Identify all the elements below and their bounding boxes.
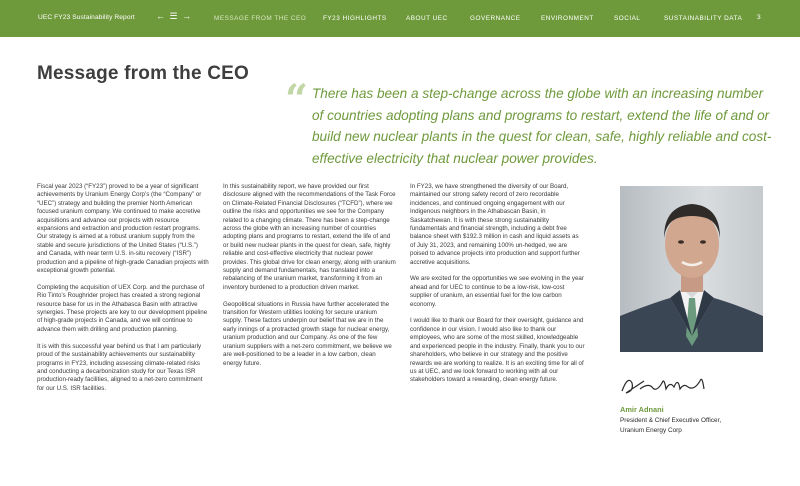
paragraph: Fiscal year 2023 (“FY23”) proved to be a year of significant achievements by Uranium Energy Corp’s (the “Company” or “UEC”) strategy and building the premier North American focused uranium company. We continued to make accretive acquisitions and advance our projects with resource expansions and extraction and production restart programs. Our strategy is aimed at a robust uranium supply from the stable and secure jurisdictions of the United States (“U.S.”) and Canada, with near term U.S. in-situ recovery (“ISR”) production and a pipeline of high-grade Canadian projects with exceptional growth potential. (37, 183, 209, 275)
top-navigation-bar (0, 0, 800, 37)
portrait-illustration (620, 186, 763, 352)
page-nav-arrows[interactable]: ← ☰ → (156, 11, 193, 21)
paragraph: We are excited for the opportunities we see evolving in the year ahead and for UEC to continue to be a low-risk, low-cost supplier of uranium, an essential fuel for the low carbon economy. (410, 275, 584, 308)
paragraph: Completing the acquisition of UEX Corp. and the purchase of Rio Tinto’s Roughrider project has created a strong regional resource base for us in the Athabasca Basin with attractive synergies. These projects are key to our development pipeline of high-grade projects in Canada, and we will continue to advance them with drilling and production planning. (37, 283, 208, 333)
nav-social[interactable]: SOCIAL (614, 15, 641, 22)
nav-message-from-ceo[interactable]: MESSAGE FROM THE CEO (214, 15, 307, 22)
ceo-company-line: Uranium Energy Corp (620, 426, 682, 434)
text-column-2 (223, 183, 396, 376)
ceo-signature (618, 371, 728, 399)
nav-about-uec[interactable]: ABOUT UEC (406, 15, 448, 22)
text-column-1 (37, 183, 209, 402)
ceo-title-line: President & Chief Executive Officer, (620, 417, 722, 424)
nav-fy23-highlights[interactable]: FY23 HIGHLIGHTS (323, 15, 387, 22)
paragraph: In FY23, we have strengthened the diversity of our Board, maintained our strong safety record of zero recordable incidences, and continued ongoing engagement with our Indigenous neighbors in the Athabascan Basin, in Saskatchewan. It is with these strong sustainability fundamentals and financial strength, including a debt free balance sheet with $192.3 million in cash and liquid assets as of July 31, 2023, and remaining 100% un-hedged, we are poised to advance projects into production and support further accretive acquisitions. (410, 183, 580, 266)
page-number: 3 (757, 14, 761, 21)
paragraph: It is with this successful year behind us that I am particularly proud of the sustainability achievements our sustainability programs in FY23, including assessing climate-related risks and conducting a decarbonization study for our Texas ISR production-ready facilities, aligned to a net-zero commitment for our U.S. ISR facilities. (37, 342, 203, 392)
page-title: Message from the CEO (37, 63, 249, 84)
ceo-portrait-photo (620, 186, 763, 352)
quote-mark-icon: “ (285, 76, 309, 123)
ceo-name: Amir Adnani (620, 405, 664, 414)
text-column-3 (410, 183, 585, 393)
paragraph: In this sustainability report, we have provided our first disclosure aligned with the recommendations of the Task Force on Climate-Related Financial Disclosures (“TCFD”), where we outline the risks and opportunities we see for the Company related to a changing climate. There has been a step-change across the globe with an increasing number of countries adopting plans and programs to restart, extend the life of and or build new nuclear plants in the quest for clean, safe, highly reliable and cost-effective electricity that nuclear power provides. This global drive for clean energy, along with uranium supply and demand fundamentals, has translated into a rebalancing of the uranium market, transforming it from an inventory burdened to a production driven market. (223, 183, 396, 291)
nav-environment[interactable]: ENVIRONMENT (541, 15, 594, 22)
paragraph: I would like to thank our Board for their oversight, guidance and confidence in our vision. I would also like to thank our employees, who are some of the most skilled, knowledgeable and experienced people in the industry. Finally, thank you to our shareholders, who believe in our strategy and the positive rewards we are working to realize. It is an exciting time for all of us at UEC, and we look forward to working with all our stakeholders toward a rewarding, clean energy future. (410, 317, 585, 384)
ceo-title (620, 416, 760, 435)
paragraph: Geopolitical situations in Russia have further accelerated the transition for Western utilities looking for secure uranium supply. These factors underpin our belief that we are in the early innings of a protracted growth stage for nuclear energy, uranium production and our Company. As one of the few uranium suppliers with a net-zero commitment, we believe we are well-positioned to be a leader in a low carbon, clean energy future. (223, 300, 392, 367)
pull-quote: There has been a step-change across the globe with an increasing number of countries adopting plans and programs to restart, extend the life of and or build new nuclear plants in the quest for clean, safe, highly reliable and cost-effective electricity that nuclear power provides. (312, 86, 772, 166)
nav-governance[interactable]: GOVERNANCE (470, 15, 521, 22)
nav-sustainability-data[interactable]: SUSTAINABILITY DATA (664, 15, 743, 22)
report-title[interactable]: UEC FY23 Sustainability Report (38, 14, 135, 21)
